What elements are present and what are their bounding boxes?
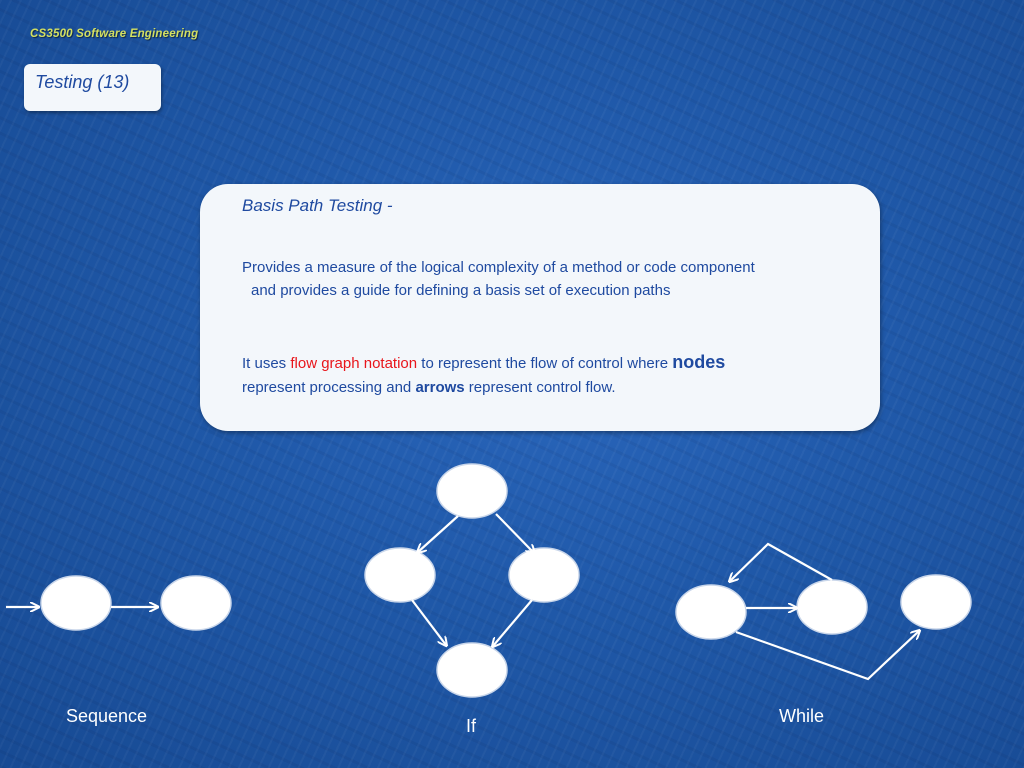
- while-loop-back-arrow: [730, 544, 832, 581]
- description-paragraph: [242, 256, 874, 302]
- slide-title: Testing (13): [35, 72, 130, 92]
- notation-text-3: represent processing and: [242, 379, 416, 396]
- if-graph: [365, 464, 579, 697]
- course-header: CS3500 Software Engineering: [30, 28, 199, 40]
- sequence-node-1: [41, 576, 111, 630]
- while-label: While: [779, 706, 825, 726]
- content-panel: [200, 184, 880, 431]
- if-node-bottom: [437, 643, 507, 697]
- notation-text-4: represent control flow.: [464, 379, 616, 396]
- while-exit-arrow: [736, 631, 919, 679]
- while-node-condition: [676, 585, 746, 639]
- if-label: If: [466, 716, 477, 736]
- notation-text-1: It uses: [242, 355, 291, 372]
- slide-title-box: [24, 64, 161, 111]
- nodes-term: nodes: [672, 352, 726, 372]
- sequence-label: Sequence: [66, 706, 148, 726]
- content-heading: Basis Path Testing -: [242, 196, 393, 215]
- while-node-body: [797, 580, 867, 634]
- if-node-left: [365, 548, 435, 602]
- if-arrow-top-left: [418, 516, 458, 552]
- arrows-term: arrows: [415, 379, 465, 396]
- description-line-2: and provides a guide for defining a basis set of execution paths: [251, 282, 671, 299]
- description-line-1: Provides a measure of the logical complexity of a method or code component: [242, 259, 755, 276]
- notation-text-2: to represent the flow of control where: [417, 355, 673, 372]
- while-graph: [676, 544, 971, 679]
- if-arrow-top-right: [496, 514, 534, 553]
- if-node-top: [437, 464, 507, 518]
- notation-paragraph: [242, 350, 874, 400]
- sequence-graph: [6, 576, 231, 630]
- if-arrow-right-bottom: [493, 600, 532, 646]
- if-node-right: [509, 548, 579, 602]
- while-node-exit: [901, 575, 971, 629]
- sequence-node-2: [161, 576, 231, 630]
- flow-graph-notation-term: flow graph notation: [290, 355, 418, 372]
- if-arrow-left-bottom: [412, 600, 446, 645]
